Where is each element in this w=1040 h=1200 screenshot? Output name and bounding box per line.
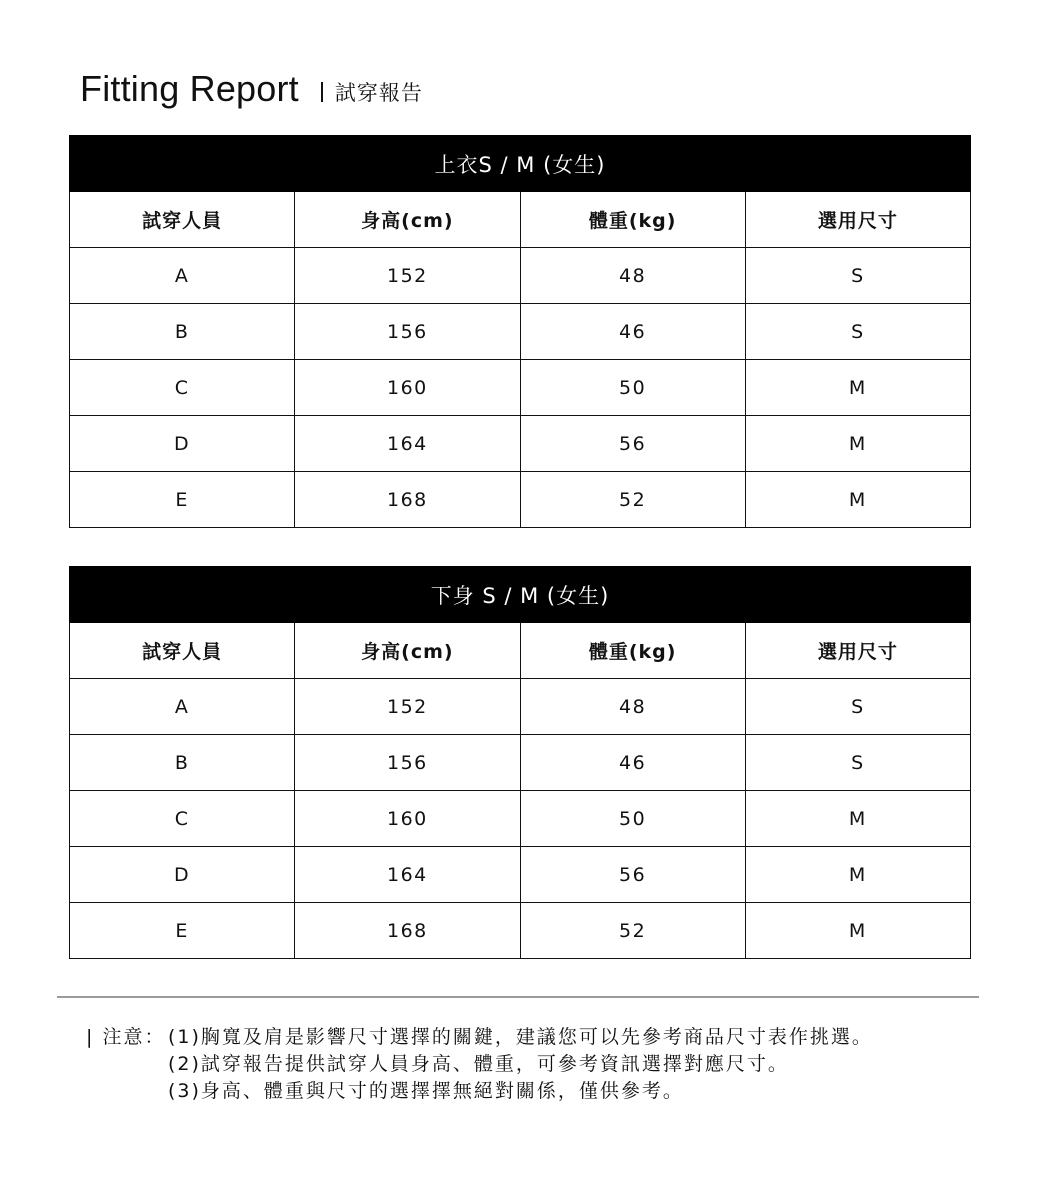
note-line [86, 1024, 873, 1051]
cell-height: 160 [295, 360, 520, 416]
notes-section [86, 1024, 873, 1105]
cell-size: S [745, 248, 970, 304]
note-line [86, 1078, 873, 1105]
cell-tester: C [70, 791, 295, 847]
cell-weight: 56 [520, 847, 745, 903]
cell-height: 168 [295, 903, 520, 959]
cell-weight: 48 [520, 248, 745, 304]
table-title: 下身 S / M (女生) [70, 567, 971, 623]
column-header-weight: 體重(kg) [520, 623, 745, 679]
column-header-tester: 試穿人員 [70, 623, 295, 679]
cell-weight: 50 [520, 360, 745, 416]
cell-tester: A [70, 679, 295, 735]
cell-height: 164 [295, 847, 520, 903]
note-text: (2)試穿報告提供試穿人員身高、體重，可參考資訊選擇對應尺寸。 [168, 1053, 789, 1075]
column-header-size: 選用尺寸 [745, 192, 970, 248]
cell-size: S [745, 304, 970, 360]
note-line [86, 1051, 873, 1078]
cell-size: M [745, 903, 970, 959]
table-row [70, 791, 971, 847]
note-text: (1)胸寬及肩是影響尺寸選擇的關鍵，建議您可以先參考商品尺寸表作挑選。 [168, 1026, 873, 1048]
cell-weight: 46 [520, 304, 745, 360]
cell-tester: D [70, 847, 295, 903]
column-header-size: 選用尺寸 [745, 623, 970, 679]
cell-tester: C [70, 360, 295, 416]
cell-height: 152 [295, 679, 520, 735]
cell-height: 164 [295, 416, 520, 472]
table-row [70, 304, 971, 360]
table-row [70, 360, 971, 416]
cell-height: 156 [295, 735, 520, 791]
cell-tester: B [70, 735, 295, 791]
column-header-height: 身高(cm) [295, 192, 520, 248]
fitting-table-bottom [69, 566, 971, 959]
cell-size: M [745, 847, 970, 903]
cell-height: 156 [295, 304, 520, 360]
cell-weight: 46 [520, 735, 745, 791]
column-header-weight: 體重(kg) [520, 192, 745, 248]
table-row [70, 248, 971, 304]
cell-size: M [745, 416, 970, 472]
cell-tester: D [70, 416, 295, 472]
cell-height: 160 [295, 791, 520, 847]
notes-label: | 注意： [86, 1026, 166, 1048]
table-row [70, 416, 971, 472]
cell-size: M [745, 360, 970, 416]
cell-weight: 56 [520, 416, 745, 472]
table-row [70, 679, 971, 735]
table-row [70, 472, 971, 528]
cell-tester: E [70, 472, 295, 528]
note-text: (3)身高、體重與尺寸的選擇擇無絕對關係，僅供參考。 [168, 1080, 684, 1102]
title-english: Fitting Report [80, 68, 299, 109]
section-divider [57, 996, 979, 998]
column-header-height: 身高(cm) [295, 623, 520, 679]
table-row [70, 903, 971, 959]
cell-size: M [745, 472, 970, 528]
cell-size: M [745, 791, 970, 847]
cell-weight: 52 [520, 472, 745, 528]
cell-height: 168 [295, 472, 520, 528]
cell-tester: B [70, 304, 295, 360]
table-row [70, 847, 971, 903]
cell-size: S [745, 735, 970, 791]
cell-weight: 50 [520, 791, 745, 847]
table-row [70, 735, 971, 791]
cell-weight: 48 [520, 679, 745, 735]
column-header-tester: 試穿人員 [70, 192, 295, 248]
cell-weight: 52 [520, 903, 745, 959]
page-title [80, 64, 423, 114]
fitting-table-top [69, 135, 971, 528]
title-separator [321, 82, 323, 102]
table-title: 上衣S / M (女生) [70, 136, 971, 192]
cell-height: 152 [295, 248, 520, 304]
cell-tester: E [70, 903, 295, 959]
title-chinese: 試穿報告 [334, 81, 423, 105]
cell-size: S [745, 679, 970, 735]
cell-tester: A [70, 248, 295, 304]
